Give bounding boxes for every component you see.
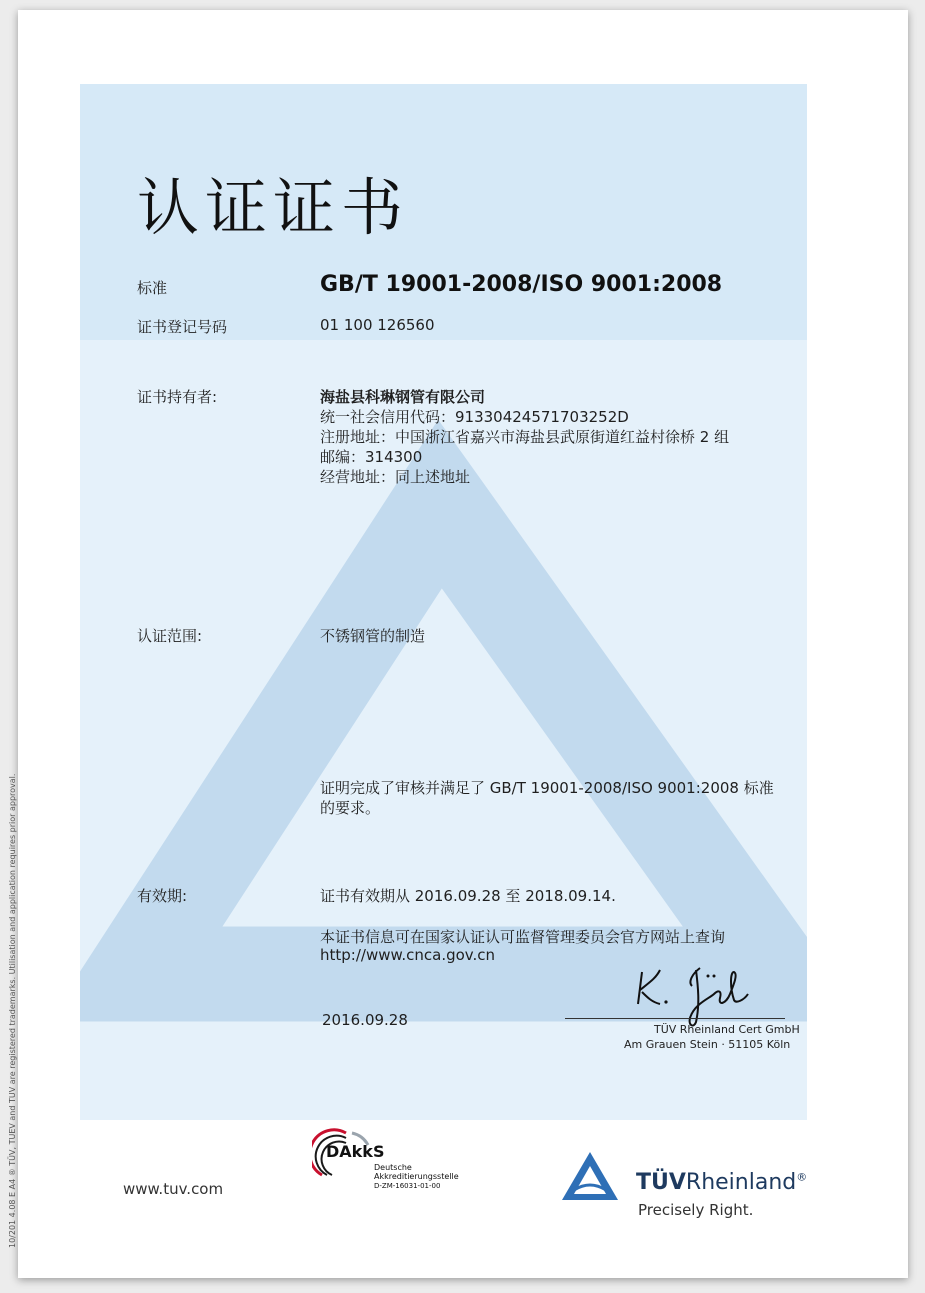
dakks-line-1: Deutsche xyxy=(374,1163,412,1172)
tuv-triangle-icon xyxy=(560,1150,620,1202)
credit-code: 统一社会信用代码：91330424571703252D xyxy=(320,408,629,426)
reg-no-value: 01 100 126560 xyxy=(320,316,435,334)
certificate-title: 认证证书 xyxy=(137,171,410,244)
tuv-brand xyxy=(636,1170,807,1195)
standard-label: 标准 xyxy=(137,279,168,297)
signature-line xyxy=(565,1018,785,1019)
signature xyxy=(630,960,790,1030)
brand-registered: ® xyxy=(796,1170,808,1184)
query-url[interactable]: http://www.cnca.gov.cn xyxy=(320,946,496,964)
footer-website[interactable]: www.tuv.com xyxy=(123,1180,224,1198)
dakks-line-2: Akkreditierungsstelle xyxy=(374,1172,459,1181)
business-address: 经营地址：同上述地址 xyxy=(320,468,471,486)
statement-line-2: 的要求。 xyxy=(320,799,381,817)
holder-name: 海盐县科琳钢管有限公司 xyxy=(320,388,486,406)
brand-tuv: TÜV xyxy=(636,1170,686,1195)
scope-value: 不锈钢管的制造 xyxy=(320,627,426,645)
validity-label: 有效期: xyxy=(137,887,188,905)
validity-value: 证书有效期从 2016.09.28 至 2018.09.14. xyxy=(320,887,616,905)
registered-address: 注册地址：中国浙江省嘉兴市海盐县武原街道红益村徐桥 2 组 xyxy=(320,428,730,446)
tuv-tagline: Precisely Right. xyxy=(638,1201,754,1219)
standard-value: GB/T 19001-2008/ISO 9001:2008 xyxy=(320,272,723,297)
issue-date: 2016.09.28 xyxy=(322,1011,408,1029)
dakks-logo xyxy=(312,1125,462,1197)
postcode: 邮编：314300 xyxy=(320,448,423,466)
scope-label: 认证范围: xyxy=(137,627,203,645)
trademark-note: 10/201 4.08 E A4 ® TÜV, TUEV and TUV are registered trademarks. Utilisation and application requires prior approval. xyxy=(8,773,17,1248)
query-text: 本证书信息可在国家认证认可监督管理委员会官方网站上查询 xyxy=(320,928,726,946)
issuer-address: Am Grauen Stein · 51105 Köln xyxy=(624,1038,791,1051)
dakks-code: D-ZM-16031-01-00 xyxy=(374,1182,441,1190)
reg-no-label: 证书登记号码 xyxy=(137,318,228,336)
statement-line-1: 证明完成了审核并满足了 GB/T 19001-2008/ISO 9001:2008 标准 xyxy=(320,779,774,797)
dakks-title: DAkkS xyxy=(326,1142,385,1161)
holder-label: 证书持有者: xyxy=(137,388,218,406)
brand-rheinland: Rheinland xyxy=(685,1170,797,1195)
issuer-name: TÜV Rheinland Cert GmbH xyxy=(654,1023,800,1036)
